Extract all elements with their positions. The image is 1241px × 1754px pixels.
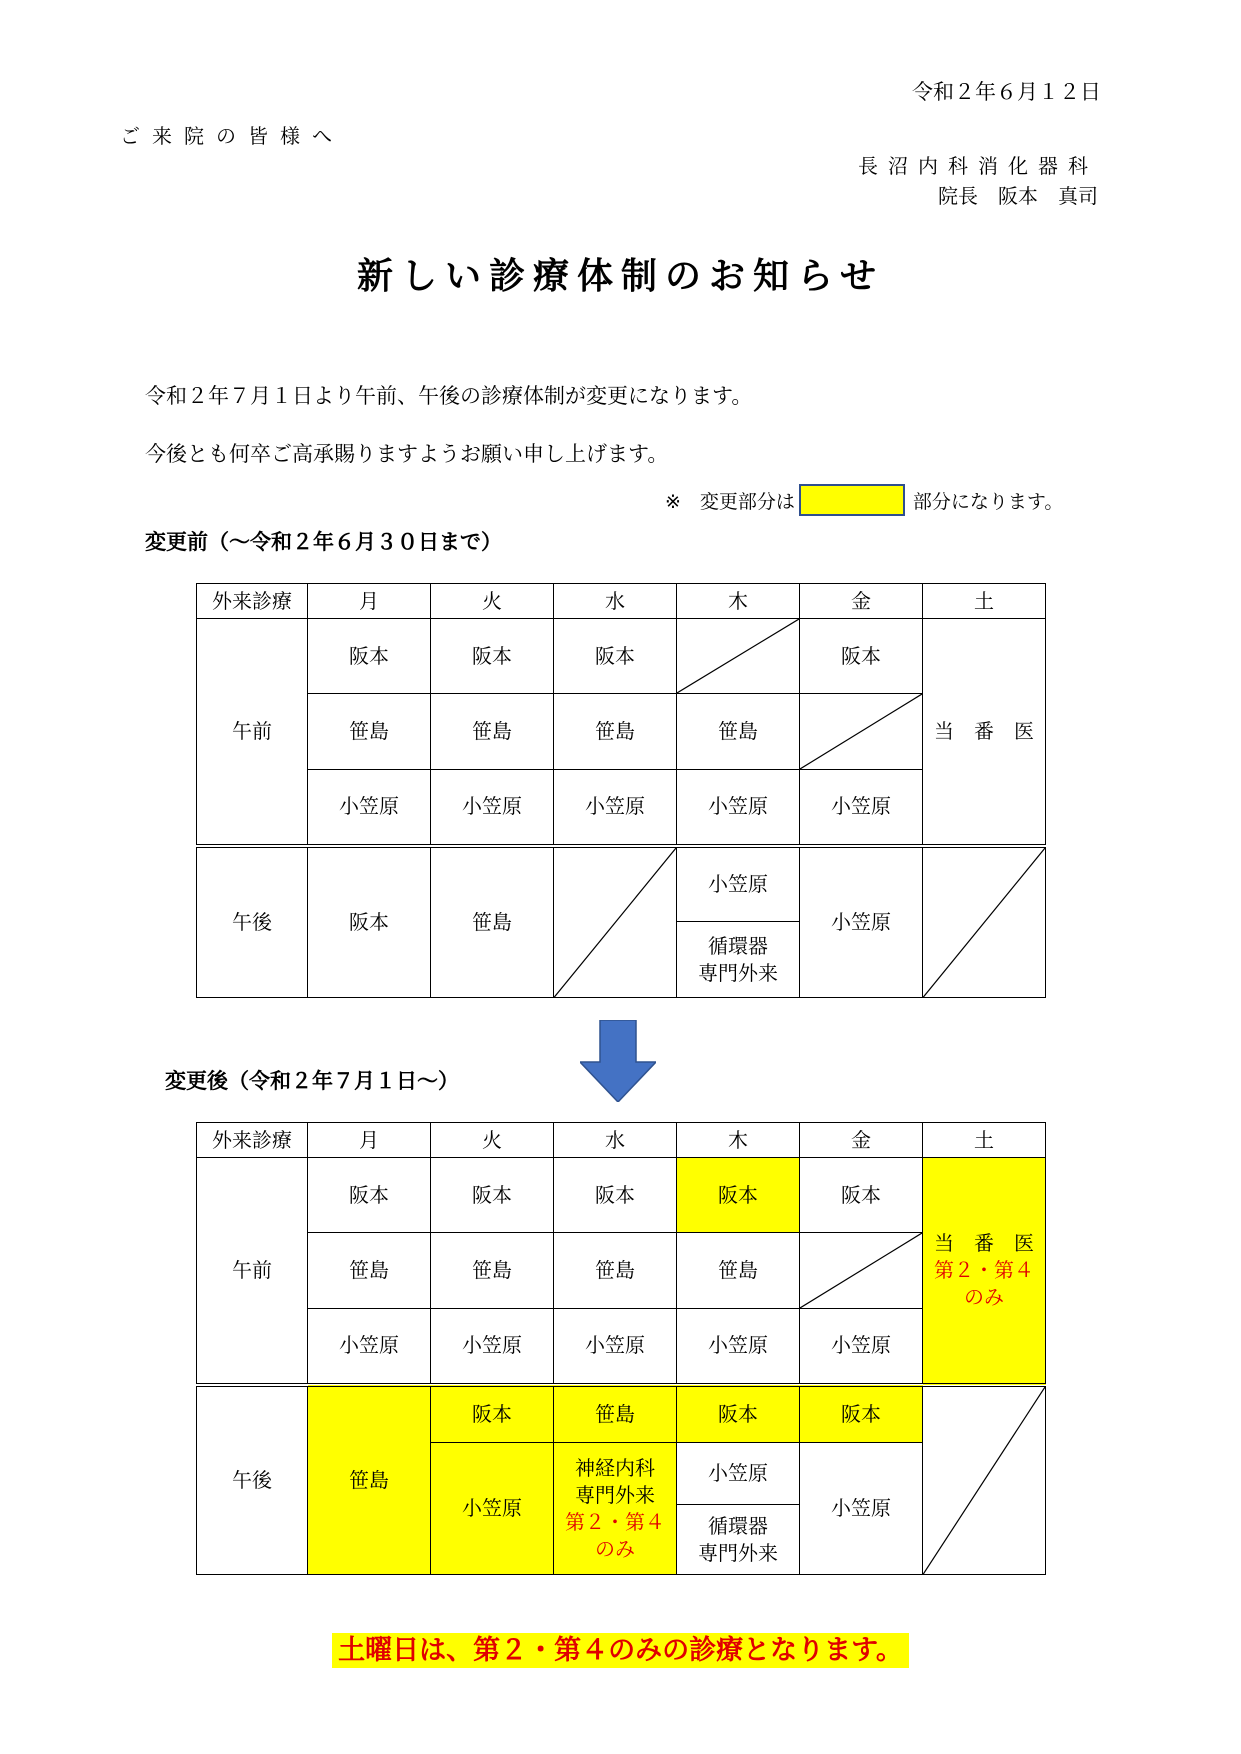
changed-cell: 阪本 <box>431 1385 554 1443</box>
table-cell: 小笠原 <box>800 846 923 998</box>
table-row <box>197 846 1046 922</box>
table-cell: 小笠原 <box>677 846 800 922</box>
legend-note <box>665 484 1063 516</box>
no-service-cell <box>923 1385 1046 1575</box>
cell-line: 当 番 医 <box>934 1230 1034 1255</box>
table-row <box>197 1233 1046 1309</box>
table-cell <box>677 1505 800 1575</box>
saturday-am-cell <box>923 1158 1046 1385</box>
no-service-cell <box>554 846 677 998</box>
table-cell: 小笠原 <box>308 770 431 846</box>
am-label: 午前 <box>197 619 308 846</box>
table-row <box>197 1158 1046 1233</box>
table-row <box>197 770 1046 846</box>
footer-notice <box>0 1628 1241 1667</box>
header-cell: 金 <box>800 584 923 619</box>
table-row <box>197 1385 1046 1443</box>
changed-cell: 阪本 <box>677 1385 800 1443</box>
table-cell: 笹島 <box>554 694 677 770</box>
cell-line: 専門外来 <box>698 1540 778 1565</box>
table-cell: 小笠原 <box>677 1443 800 1505</box>
table-cell: 笹島 <box>677 1233 800 1309</box>
header-cell: 土 <box>923 1123 1046 1158</box>
clinic-name: 長沼内科消化器科 <box>858 154 1098 178</box>
table-cell: 笹島 <box>554 1233 677 1309</box>
table-cell: 小笠原 <box>677 1309 800 1385</box>
cell-line: 専門外来 <box>575 1482 655 1507</box>
footer-text: 土曜日は、第２・第４のみの診療となります。 <box>332 1633 909 1668</box>
changed-cell: 笹島 <box>308 1385 431 1575</box>
changed-cell <box>554 1443 677 1575</box>
table-cell: 阪本 <box>431 619 554 694</box>
table-row <box>197 694 1046 770</box>
header-cell: 火 <box>431 584 554 619</box>
table-cell: 小笠原 <box>677 770 800 846</box>
table-cell: 笹島 <box>431 846 554 998</box>
table-cell: 小笠原 <box>800 770 923 846</box>
table-header-row <box>197 584 1046 619</box>
schedule-table-before <box>196 583 1046 998</box>
changed-cell: 阪本 <box>677 1158 800 1233</box>
after-heading: 変更後（令和２年７月１日〜） <box>165 1069 459 1093</box>
table-cell: 阪本 <box>800 619 923 694</box>
table-cell <box>677 922 800 998</box>
no-service-cell <box>800 1233 923 1309</box>
header-cell: 月 <box>308 1123 431 1158</box>
header-cell: 木 <box>677 1123 800 1158</box>
table-cell: 小笠原 <box>800 1309 923 1385</box>
header-cell: 水 <box>554 1123 677 1158</box>
changed-cell: 小笠原 <box>431 1443 554 1575</box>
table-cell: 小笠原 <box>308 1309 431 1385</box>
cell-line: 第２・第４ <box>934 1257 1034 1282</box>
am-label: 午前 <box>197 1158 308 1385</box>
table-cell: 笹島 <box>677 694 800 770</box>
cell-line: 循環器 <box>708 1513 768 1538</box>
table-cell: 阪本 <box>308 846 431 998</box>
down-arrow-icon <box>580 1020 656 1102</box>
table-cell: 笹島 <box>431 694 554 770</box>
cell-line: 神経内科 <box>575 1455 655 1480</box>
header-cell: 外来診療 <box>197 584 308 619</box>
header-cell: 火 <box>431 1123 554 1158</box>
table-row <box>197 1309 1046 1385</box>
legend-highlight-swatch <box>799 484 905 516</box>
intro-paragraph: 令和２年７月１日より午前、午後の診療体制が変更になります。 <box>145 384 753 408</box>
table-cell: 小笠原 <box>431 770 554 846</box>
before-heading: 変更前（〜令和２年６月３０日まで） <box>145 530 502 554</box>
table-cell: 小笠原 <box>800 1443 923 1575</box>
header-cell: 外来診療 <box>197 1123 308 1158</box>
cell-line: のみ <box>964 1284 1004 1309</box>
director-name: 院長 阪本 真司 <box>938 184 1098 208</box>
pm-label: 午後 <box>197 1385 308 1575</box>
cell-line: 専門外来 <box>698 960 778 985</box>
closing-paragraph: 今後とも何卒ご高承賜りますようお願い申し上げます。 <box>145 442 669 466</box>
cell-line: のみ <box>595 1536 635 1561</box>
greeting: ご来院の皆様へ <box>120 124 344 148</box>
table-cell: 小笠原 <box>554 1309 677 1385</box>
saturday-am-cell: 当 番 医 <box>923 619 1046 846</box>
table-cell: 笹島 <box>308 1233 431 1309</box>
header-cell: 木 <box>677 584 800 619</box>
table-cell: 阪本 <box>308 1158 431 1233</box>
cell-line: 第２・第４ <box>565 1509 665 1534</box>
page-title: 新しい診療体制のお知らせ <box>357 256 884 297</box>
table-cell: 笹島 <box>308 694 431 770</box>
header-cell: 金 <box>800 1123 923 1158</box>
no-service-cell <box>923 846 1046 998</box>
table-cell: 阪本 <box>554 1158 677 1233</box>
pm-label: 午後 <box>197 846 308 998</box>
table-cell: 小笠原 <box>554 770 677 846</box>
table-cell: 阪本 <box>308 619 431 694</box>
table-cell: 阪本 <box>431 1158 554 1233</box>
table-header-row <box>197 1123 1046 1158</box>
table-cell: 笹島 <box>431 1233 554 1309</box>
header-cell: 水 <box>554 584 677 619</box>
table-cell: 小笠原 <box>431 1309 554 1385</box>
changed-cell: 阪本 <box>800 1385 923 1443</box>
cell-line: 循環器 <box>708 933 768 958</box>
document-date: 令和２年６月１２日 <box>912 80 1101 104</box>
header-cell: 月 <box>308 584 431 619</box>
table-row <box>197 619 1046 694</box>
table-cell: 阪本 <box>554 619 677 694</box>
changed-cell: 笹島 <box>554 1385 677 1443</box>
no-service-cell <box>677 619 800 694</box>
no-service-cell <box>800 694 923 770</box>
header-cell: 土 <box>923 584 1046 619</box>
table-cell: 阪本 <box>800 1158 923 1233</box>
legend-suffix: 部分になります。 <box>912 490 1064 513</box>
legend-prefix: ※ 変更部分は <box>665 490 795 513</box>
schedule-table-after <box>196 1122 1046 1575</box>
